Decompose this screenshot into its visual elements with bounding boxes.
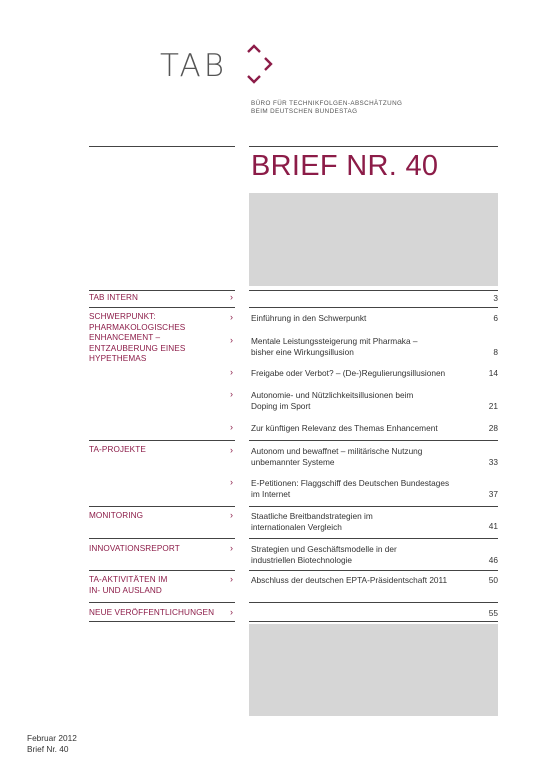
toc-entry[interactable] bbox=[251, 544, 461, 566]
section-line: ENHANCEMENT – bbox=[89, 333, 161, 342]
chevron-right-icon: › bbox=[230, 445, 233, 455]
toc-entry[interactable] bbox=[251, 511, 461, 533]
page-title: BRIEF NR. 40 bbox=[251, 150, 439, 182]
toc-entry[interactable] bbox=[251, 368, 461, 379]
divider bbox=[249, 146, 498, 147]
page-number: 3 bbox=[493, 293, 498, 303]
section-schwerpunkt[interactable] bbox=[89, 312, 185, 365]
chevron-right-icon: › bbox=[230, 477, 233, 487]
section-line: TA-AKTIVITÄTEN IM bbox=[89, 575, 168, 584]
divider bbox=[89, 602, 235, 603]
divider bbox=[249, 506, 498, 507]
section-ta-aktivitaeten[interactable] bbox=[89, 575, 167, 596]
section-neue-veroeffentlichungen[interactable]: NEUE VERÖFFENTLICHUNGEN bbox=[89, 608, 215, 617]
divider bbox=[89, 307, 235, 308]
section-monitoring[interactable]: MONITORING bbox=[89, 511, 144, 520]
page-number: 8 bbox=[493, 347, 498, 357]
entry-line: Mentale Leistungssteigerung mit Pharmaka – bbox=[251, 336, 418, 346]
entry-line: Abschluss der deutschen EPTA-Präsidentschaft 2011 bbox=[251, 575, 448, 585]
divider bbox=[249, 307, 498, 308]
logo-text: TAB bbox=[160, 48, 228, 84]
divider bbox=[89, 506, 235, 507]
chevron-right-icon: › bbox=[230, 335, 233, 345]
entry-line: Staatliche Breitbandstrategien im bbox=[251, 511, 373, 521]
entry-line: bisher eine Wirkungsillusion bbox=[251, 347, 354, 358]
entry-line: industriellen Biotechnologie bbox=[251, 555, 353, 566]
entry-line: E-Petitionen: Flaggschiff des Deutschen Bundestages bbox=[251, 478, 450, 488]
divider bbox=[89, 440, 235, 441]
footer-image-placeholder bbox=[249, 624, 498, 716]
page-number: 6 bbox=[493, 313, 498, 323]
entry-line: Doping im Sport bbox=[251, 401, 311, 412]
toc-entry[interactable] bbox=[251, 390, 461, 412]
page-number: 55 bbox=[488, 608, 498, 618]
divider bbox=[249, 290, 498, 291]
chevron-right-icon: › bbox=[230, 543, 233, 553]
section-line: ENTZAUBERUNG EINES bbox=[89, 343, 186, 353]
divider bbox=[249, 602, 498, 603]
entry-line: Autonomie- und Nützlichkeitsillusionen beim bbox=[251, 390, 414, 400]
page-number: 33 bbox=[488, 457, 498, 467]
section-innovationsreport[interactable]: INNOVATIONSREPORT bbox=[89, 544, 180, 553]
section-tab-intern[interactable]: TAB INTERN bbox=[89, 293, 139, 302]
tab-logo bbox=[160, 38, 290, 108]
chevron-right-icon: › bbox=[230, 607, 233, 617]
entry-line: unbemannter Systeme bbox=[251, 457, 335, 468]
toc-entry[interactable] bbox=[251, 423, 461, 434]
divider bbox=[249, 538, 498, 539]
section-line: SCHWERPUNKT: bbox=[89, 312, 156, 321]
page-number: 46 bbox=[488, 555, 498, 565]
entry-line: Freigabe oder Verbot? – (De-)Regulierungsillusionen bbox=[251, 368, 446, 378]
page-number: 41 bbox=[488, 521, 498, 531]
toc-entry[interactable] bbox=[251, 336, 461, 358]
page-number: 28 bbox=[488, 423, 498, 433]
entry-line: Zur künftigen Relevanz des Themas Enhancement bbox=[251, 423, 438, 433]
divider bbox=[249, 570, 498, 571]
toc-entry[interactable] bbox=[251, 575, 461, 586]
page-number: 50 bbox=[488, 575, 498, 585]
entry-line: im Internet bbox=[251, 489, 291, 500]
section-ta-projekte[interactable]: TA-PROJEKTE bbox=[89, 445, 146, 454]
toc-entry[interactable] bbox=[251, 313, 461, 324]
section-line: PHARMAKOLOGISCHES bbox=[89, 322, 186, 332]
divider bbox=[89, 621, 235, 622]
chevron-right-icon: › bbox=[230, 367, 233, 377]
entry-line: Strategien und Geschäftsmodelle in der bbox=[251, 544, 397, 554]
org-line-2: BEIM DEUTSCHEN BUNDESTAG bbox=[251, 108, 358, 115]
chevron-right-icon: › bbox=[230, 574, 233, 584]
logo-chevrons-icon bbox=[243, 38, 273, 88]
page-number: 14 bbox=[488, 368, 498, 378]
divider bbox=[89, 146, 235, 147]
footer-date: Februar 2012 bbox=[27, 733, 77, 743]
divider bbox=[89, 290, 235, 291]
header-image-placeholder bbox=[249, 193, 498, 286]
divider bbox=[249, 621, 498, 622]
entry-line: Einführung in den Schwerpunkt bbox=[251, 313, 367, 323]
org-line-1: BÜRO FÜR TECHNIKFOLGEN-ABSCHÄTZUNG bbox=[251, 100, 403, 107]
toc-entry[interactable] bbox=[251, 446, 461, 468]
toc-entry[interactable] bbox=[251, 478, 461, 500]
chevron-right-icon: › bbox=[230, 389, 233, 399]
chevron-right-icon: › bbox=[230, 312, 233, 322]
chevron-right-icon: › bbox=[230, 292, 233, 302]
chevron-right-icon: › bbox=[230, 510, 233, 520]
section-line: HYPETHEMAS bbox=[89, 354, 147, 363]
divider bbox=[249, 440, 498, 441]
entry-line: Autonom und bewaffnet – militärische Nutzung bbox=[251, 446, 423, 456]
page-number: 21 bbox=[488, 401, 498, 411]
entry-line: internationalen Vergleich bbox=[251, 522, 342, 533]
section-line: IN- UND AUSLAND bbox=[89, 585, 162, 595]
chevron-right-icon: › bbox=[230, 422, 233, 432]
page-number: 37 bbox=[488, 489, 498, 499]
footer-issue: Brief Nr. 40 bbox=[27, 744, 69, 754]
divider bbox=[89, 570, 235, 571]
divider bbox=[89, 538, 235, 539]
